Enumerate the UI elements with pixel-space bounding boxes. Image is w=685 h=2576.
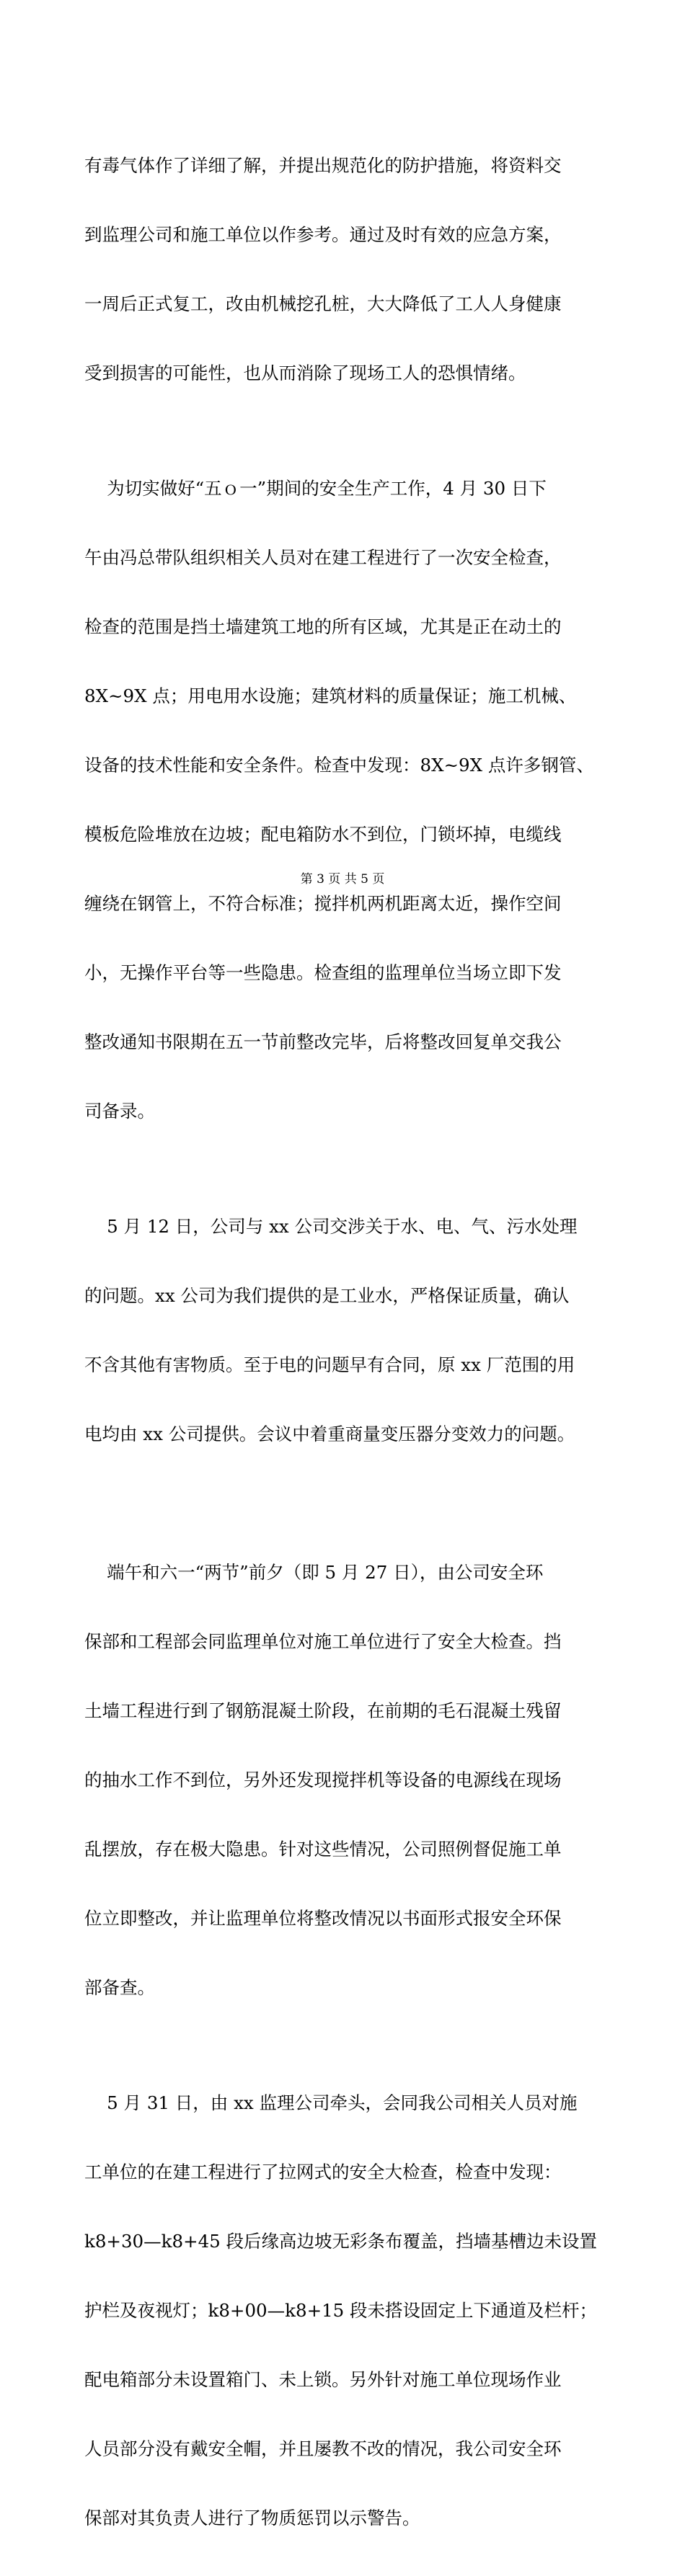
text-line: 保部和工程部会同监理单位对施工单位进行了安全大检查。挡	[84, 1631, 562, 1652]
paragraph-4	[84, 1515, 604, 2046]
text-line: 一周后正式复工，改由机械挖孔桩，大大降低了工人人身健康	[84, 293, 562, 314]
paragraph-5	[84, 2046, 604, 2576]
text-line: 5 月 12 日，公司与 xx 公司交涉关于水、电、气、污水处理	[84, 1216, 578, 1237]
text-line: 有毒气体作了详细了解，并提出规范化的防护措施，将资料交	[84, 155, 562, 176]
text-line: 检查的范围是挡土墙建筑工地的所有区域，尤其是正在动土的	[84, 616, 562, 637]
page-footer	[0, 872, 685, 887]
text-line: 工单位的在建工程进行了拉网式的安全大检查，检查中发现：	[84, 2162, 562, 2182]
text-line: 受到损害的可能性，也从而消除了现场工人的恐惧情绪。	[84, 363, 526, 383]
text-line: 司备录。	[84, 1101, 155, 1122]
text-line: 整改通知书限期在五一节前整改完毕，后将整改回复单交我公	[84, 1031, 562, 1052]
document-body	[84, 108, 604, 2576]
text-line: 电均由 xx 公司提供。会议中着重商量变压器分变效力的问题。	[84, 1424, 575, 1444]
text-line: 缠绕在钢管上，不符合标准；搅拌机两机距离太近，操作空间	[84, 893, 562, 914]
text-line: 乱摆放，存在极大隐患。针对这些情况，公司照例督促施工单	[84, 1839, 562, 1860]
text-line: 不含其他有害物质。至于电的问题早有合同，原 xx 厂范围的用	[84, 1354, 575, 1375]
paragraph-3	[84, 1169, 604, 1492]
text-line: 到监理公司和施工单位以作参考。通过及时有效的应急方案，	[84, 224, 562, 245]
text-line: 护栏及夜视灯；k8+00—k8+15 段未搭设固定上下通道及栏杆；	[84, 2300, 598, 2321]
text-line: 设备的技术性能和安全条件。检查中发现：8X~9X 点许多钢管、	[84, 755, 594, 776]
text-line: 小，无操作平台等一些隐患。检查组的监理单位当场立即下发	[84, 962, 562, 983]
text-line: 午由冯总带队组织相关人员对在建工程进行了一次安全检查，	[84, 547, 562, 568]
paragraph-2	[84, 431, 604, 1169]
text-line: 人员部分没有戴安全帽，并且屡教不改的情况，我公司安全环	[84, 2438, 562, 2459]
text-line: 位立即整改，并让监理单位将整改情况以书面形式报安全环保	[84, 1908, 562, 1929]
text-line: k8+30—k8+45 段后缘高边坡无彩条布覆盖，挡墙基槽边未设置	[84, 2231, 598, 2252]
text-line: 土墙工程进行到了钢筋混凝土阶段，在前期的毛石混凝土残留	[84, 1700, 562, 1721]
page-number-label: 第 3 页 共 5 页	[300, 872, 385, 887]
text-line: 配电箱部分未设置箱门、未上锁。另外针对施工单位现场作业	[84, 2369, 562, 2390]
text-line: 8X~9X 点；用电用水设施；建筑材料的质量保证；施工机械、	[84, 685, 577, 706]
text-line: 5 月 31 日，由 xx 监理公司牵头，会同我公司相关人员对施	[84, 2092, 578, 2113]
paragraph-1	[84, 108, 604, 431]
text-line: 保部对其负责人进行了物质惩罚以示警告。	[84, 2508, 420, 2528]
text-line: 端午和六一“两节”前夕（即 5 月 27 日），由公司安全环	[84, 1562, 544, 1583]
text-line: 模板危险堆放在边坡；配电箱防水不到位，门锁坏掉，电缆线	[84, 824, 562, 845]
text-line: 为切实做好“五ｏ一”期间的安全生产工作，4 月 30 日下	[84, 478, 547, 499]
text-line: 的问题。xx 公司为我们提供的是工业水，严格保证质量，确认	[84, 1285, 570, 1306]
text-line: 的抽水工作不到位，另外还发现搅拌机等设备的电源线在现场	[84, 1769, 562, 1790]
text-line: 部备查。	[84, 1977, 155, 1998]
